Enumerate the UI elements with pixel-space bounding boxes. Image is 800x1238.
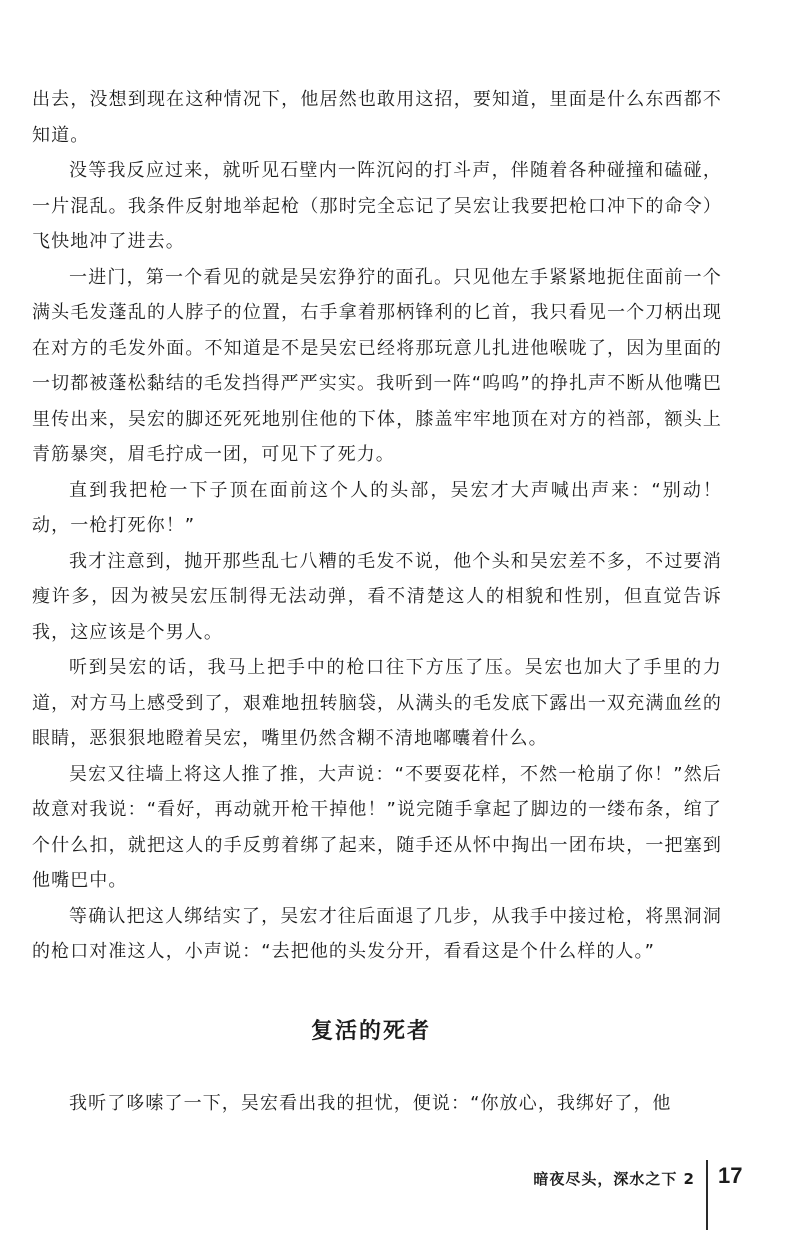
body-text-continued xyxy=(32,1086,722,1122)
paragraph: 我才注意到，抛开那些乱七八糟的毛发不说，他个头和吴宏差不多，不过要消瘦许多，因为被吴宏压制得无法动弹，看不清楚这人的相貌和性别，但直觉告诉我，这应该是个男人。 xyxy=(32,550,722,643)
section-heading: 复活的死者 xyxy=(310,1019,431,1044)
paragraph-continued: 出去，没想到现在这种情况下，他居然也敢用这招，要知道，里面是什么东西都不知道。 xyxy=(32,89,722,146)
page-number: 17 xyxy=(718,1163,743,1188)
body-text xyxy=(32,82,722,970)
paragraph: 听到吴宏的话，我马上把手中的枪口往下方压了压。吴宏也加大了手里的力道，对方马上感受到了，艰难地扭转脑袋，从满头的毛发底下露出一双充满血丝的眼睛，恶狠狠地瞪着吴宏，嘴里仍然含糊不清地嘟囔着什么。 xyxy=(32,657,722,749)
footer-divider xyxy=(706,1160,708,1230)
paragraph: 直到我把枪一下子顶在面前这个人的头部，吴宏才大声喊出声来：“别动！动，一枪打死你！” xyxy=(32,479,722,536)
paragraph: 一进门，第一个看见的就是吴宏狰狞的面孔。只见他左手紧紧地扼住面前一个满头毛发蓬乱的人脖子的位置，右手拿着那柄锋利的匕首，我只看见一个刀柄出现在对方的毛发外面。不知道是不是吴宏已经将那玩意儿扎进他喉咙了，因为里面的一切都被蓬松黏结的毛发挡得严严实实。我听到一阵“呜呜”的挣扎声不断从他嘴巴里传出来，吴宏的脚还死死地别住他的下体，膝盖牢牢地顶在对方的裆部，额头上青筋暴突，眉毛拧成一团，可见下了死力。 xyxy=(32,266,722,465)
paragraph: 吴宏又往墙上将这人推了推，大声说：“不要耍花样，不然一枪崩了你！”然后故意对我说：“看好，再动就开枪干掉他！”说完随手拿起了脚边的一缕布条，绾了个什么扣，就把这人的手反剪着绑了起来，随手还从怀中掏出一团布块，一把塞到他嘴巴中。 xyxy=(32,763,722,891)
running-footer-title: 暗夜尽头，深水之下 2 xyxy=(533,1170,695,1188)
paragraph: 等确认把这人绑结实了，吴宏才往后面退了几步，从我手中接过枪，将黑洞洞的枪口对准这人，小声说：“去把他的头发分开，看看这是个什么样的人。” xyxy=(32,905,722,962)
paragraph: 没等我反应过来，就听见石壁内一阵沉闷的打斗声，伴随着各种碰撞和磕碰，一片混乱。我条件反射地举起枪（那时完全忘记了吴宏让我要把枪口冲下的命令）飞快地冲了进去。 xyxy=(32,160,722,252)
paragraph-final: 我听了哆嗦了一下，吴宏看出我的担忧，便说：“你放心，我绑好了，他 xyxy=(69,1093,672,1114)
